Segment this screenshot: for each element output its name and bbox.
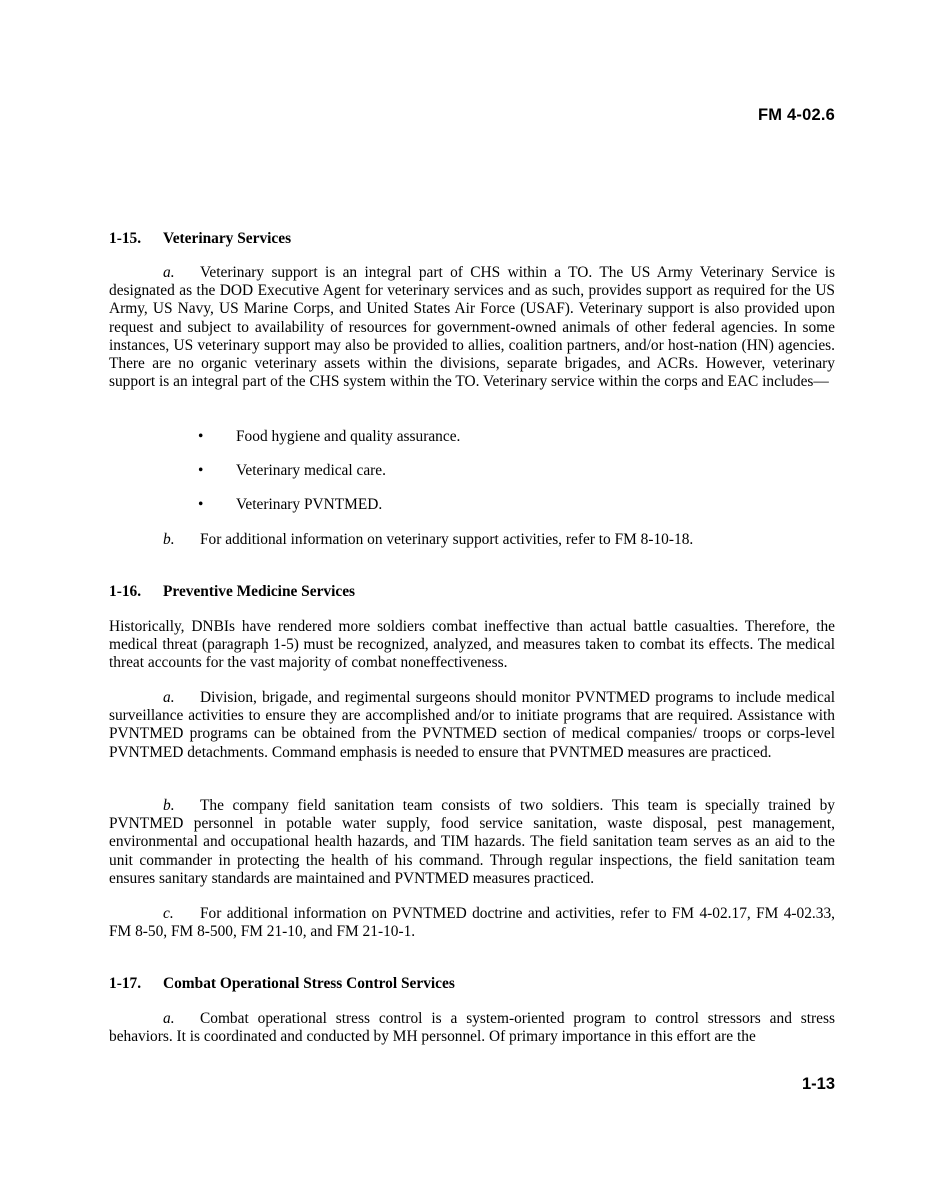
paragraph-label: a. [163,264,175,281]
section-title: Combat Operational Stress Control Services [163,975,455,992]
bullet-glyph: • [198,462,204,479]
bullet-glyph: • [198,496,204,513]
paragraph-text: For additional information on PVNTMED doctrine and activities, refer to FM 4-02.17, FM 4-02.33, FM 8-50, FM 8-500, FM 21-10, and FM 21-10-1. [109,905,835,941]
section-number: 1-17. [109,975,142,992]
bullet-text: Veterinary PVNTMED. [236,496,383,513]
bullet-item [198,428,460,446]
bullet-glyph: • [198,428,204,445]
paragraph-text: For additional information on veterinary support activities, refer to FM 8-10-18. [200,531,694,548]
section-title: Veterinary Services [163,230,292,247]
paragraph-label: c. [163,905,174,922]
paragraph-1-15-b [109,531,835,549]
running-header: FM 4-02.6 [758,106,835,124]
paragraph-1-16-c [109,905,835,941]
paragraph-1-15-a [109,264,835,391]
paragraph-1-16-b [109,797,835,888]
bullet-text: Food hygiene and quality assurance. [236,428,461,445]
bullet-item [198,462,386,480]
bullet-item [198,496,382,514]
section-heading-1-16 [109,583,355,601]
bullet-text: Veterinary medical care. [236,462,386,479]
paragraph-1-17-a [109,1010,835,1046]
paragraph-label: a. [163,1010,175,1027]
paragraph-text: Division, brigade, and regimental surgeons should monitor PVNTMED programs to include medical surveillance activities to ensure they are accomplished and/or to initiate programs that are required. Assistance with PVNTMED programs can be obtained from the PVNTMED section of medical companies/ troops or corps-level PVNTMED detachments. Command emphasis is needed to ensure that PVNTMED measures are practiced. [109,689,835,761]
section-number: 1-16. [109,583,142,600]
paragraph-1-16-intro: Historically, DNBIs have rendered more soldiers combat ineffective than actual battle casualties. Therefore, the medical threat (paragraph 1-5) must be recognized, analyzed, and measures taken to combat its effects. The medical threat accounts for the vast majority of combat noneffectiveness. [109,618,835,672]
paragraph-text: Veterinary support is an integral part of CHS within a TO. The US Army Veterinary Service is designated as the DOD Executive Agent for veterinary services and as such, provides support as required for the US Army, US Navy, US Marine Corps, and United States Air Force (USAF). Veterinary support is also provided upon request and subject to availability of resources for government-owned animals of other federal agencies. In some instances, US veterinary support may also be provided to allies, coalition partners, and/or host-nation (HN) agencies. There are no organic veterinary assets within the divisions, separate brigades, and ACRs. However, veterinary support is an integral part of the CHS system within the TO. Veterinary service within the corps and EAC includes— [109,264,835,391]
section-heading-1-17 [109,975,455,993]
paragraph-text: The company field sanitation team consists of two soldiers. This team is specially trained by PVNTMED personnel in potable water supply, food service sanitation, waste disposal, pest management, environmental and occupational health hazards, and TIM hazards. The field sanitation team serves as an aid to the unit commander in protecting the health of his command. Through regular inspections, the field sanitation team ensures sanitary standards are maintained and PVNTMED measures practiced. [109,797,835,887]
section-heading-1-15 [109,230,291,248]
paragraph-1-16-a [109,689,835,762]
paragraph-label: b. [163,531,175,548]
paragraph-label: b. [163,797,175,814]
paragraph-label: a. [163,689,175,706]
section-title: Preventive Medicine Services [163,583,356,600]
page-number: 1-13 [801,1075,835,1093]
section-number: 1-15. [109,230,142,247]
paragraph-text: Combat operational stress control is a system-oriented program to control stressors and stress behaviors. It is coordinated and conducted by MH personnel. Of primary importance in this effort are the [109,1010,835,1046]
